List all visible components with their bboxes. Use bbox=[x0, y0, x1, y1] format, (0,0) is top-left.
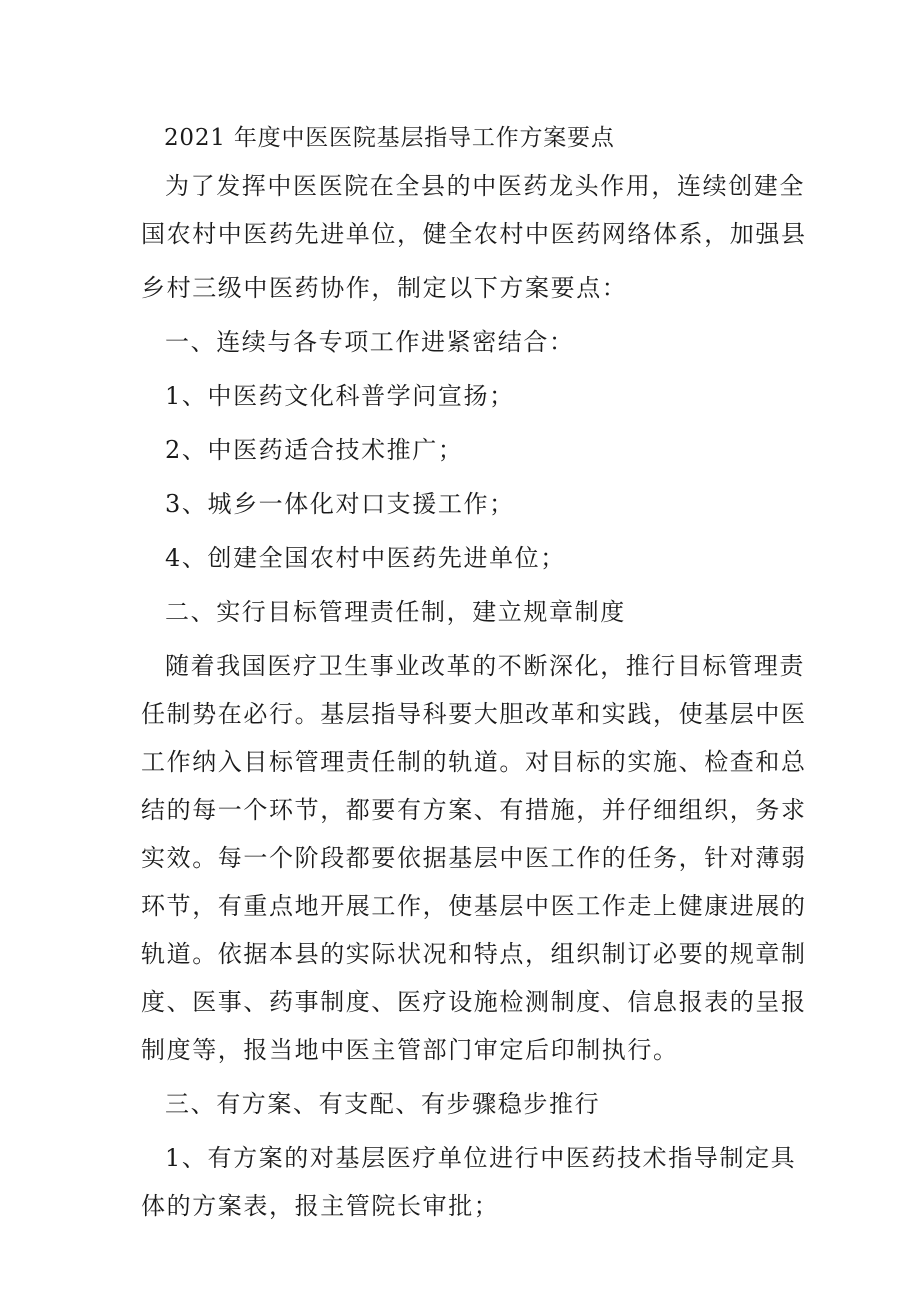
section3-item1-line-1: 1、有方案的对基层医疗单位进行中医药技术指导制定具 bbox=[165, 1144, 797, 1172]
section2-line-6: 环节，有重点地开展工作，使基层中医工作走上健康进展的 bbox=[141, 892, 807, 920]
section3-heading: 三、有方案、有支配、有步骤稳步推行 bbox=[165, 1090, 601, 1118]
section2-line-7: 轨道。依据本县的实际状况和特点，组织制订必要的规章制 bbox=[141, 940, 807, 968]
document-body bbox=[141, 114, 807, 1230]
section1-item-1: 1、中医药文化科普学问宣扬； bbox=[165, 382, 515, 410]
section1-item-3: 3、城乡一体化对口支援工作； bbox=[165, 490, 515, 518]
section1-item-2: 2、中医药适合技术推广； bbox=[165, 436, 464, 464]
section2-line-2: 任制势在必行。基层指导科要大胆改革和实践，使基层中医 bbox=[141, 700, 807, 728]
section2-line-4: 结的每一个环节，都要有方案、有措施，并仔细组织，务求 bbox=[141, 796, 807, 824]
intro-line-1: 为了发挥中医医院在全县的中医药龙头作用，连续创建全 bbox=[165, 172, 805, 200]
intro-line-3: 乡村三级中医药协作，制定以下方案要点： bbox=[141, 274, 628, 302]
section2-line-3: 工作纳入目标管理责任制的轨道。对目标的实施、检查和总 bbox=[141, 748, 807, 776]
section1-item-4: 4、创建全国农村中医药先进单位； bbox=[165, 544, 566, 572]
section1-heading: 一、连续与各专项工作进紧密结合： bbox=[165, 328, 575, 356]
section2-line-9: 制度等，报当地中医主管部门审定后印制执行。 bbox=[141, 1036, 679, 1064]
section2-line-1: 随着我国医疗卫生事业改革的不断深化，推行目标管理责 bbox=[165, 652, 805, 680]
intro-line-2: 国农村中医药先进单位，健全农村中医药网络体系，加强县 bbox=[141, 220, 807, 248]
section2-heading: 二、实行目标管理责任制，建立规章制度 bbox=[165, 598, 626, 626]
section2-line-5: 实效。每一个阶段都要依据基层中医工作的任务，针对薄弱 bbox=[141, 844, 807, 872]
section2-line-8: 度、医事、药事制度、医疗设施检测制度、信息报表的呈报 bbox=[141, 988, 807, 1016]
section3-item1-line-2: 体的方案表，报主管院长审批； bbox=[141, 1192, 500, 1220]
document-title: 2021 年度中医医院基层指导工作方案要点 bbox=[164, 125, 615, 151]
